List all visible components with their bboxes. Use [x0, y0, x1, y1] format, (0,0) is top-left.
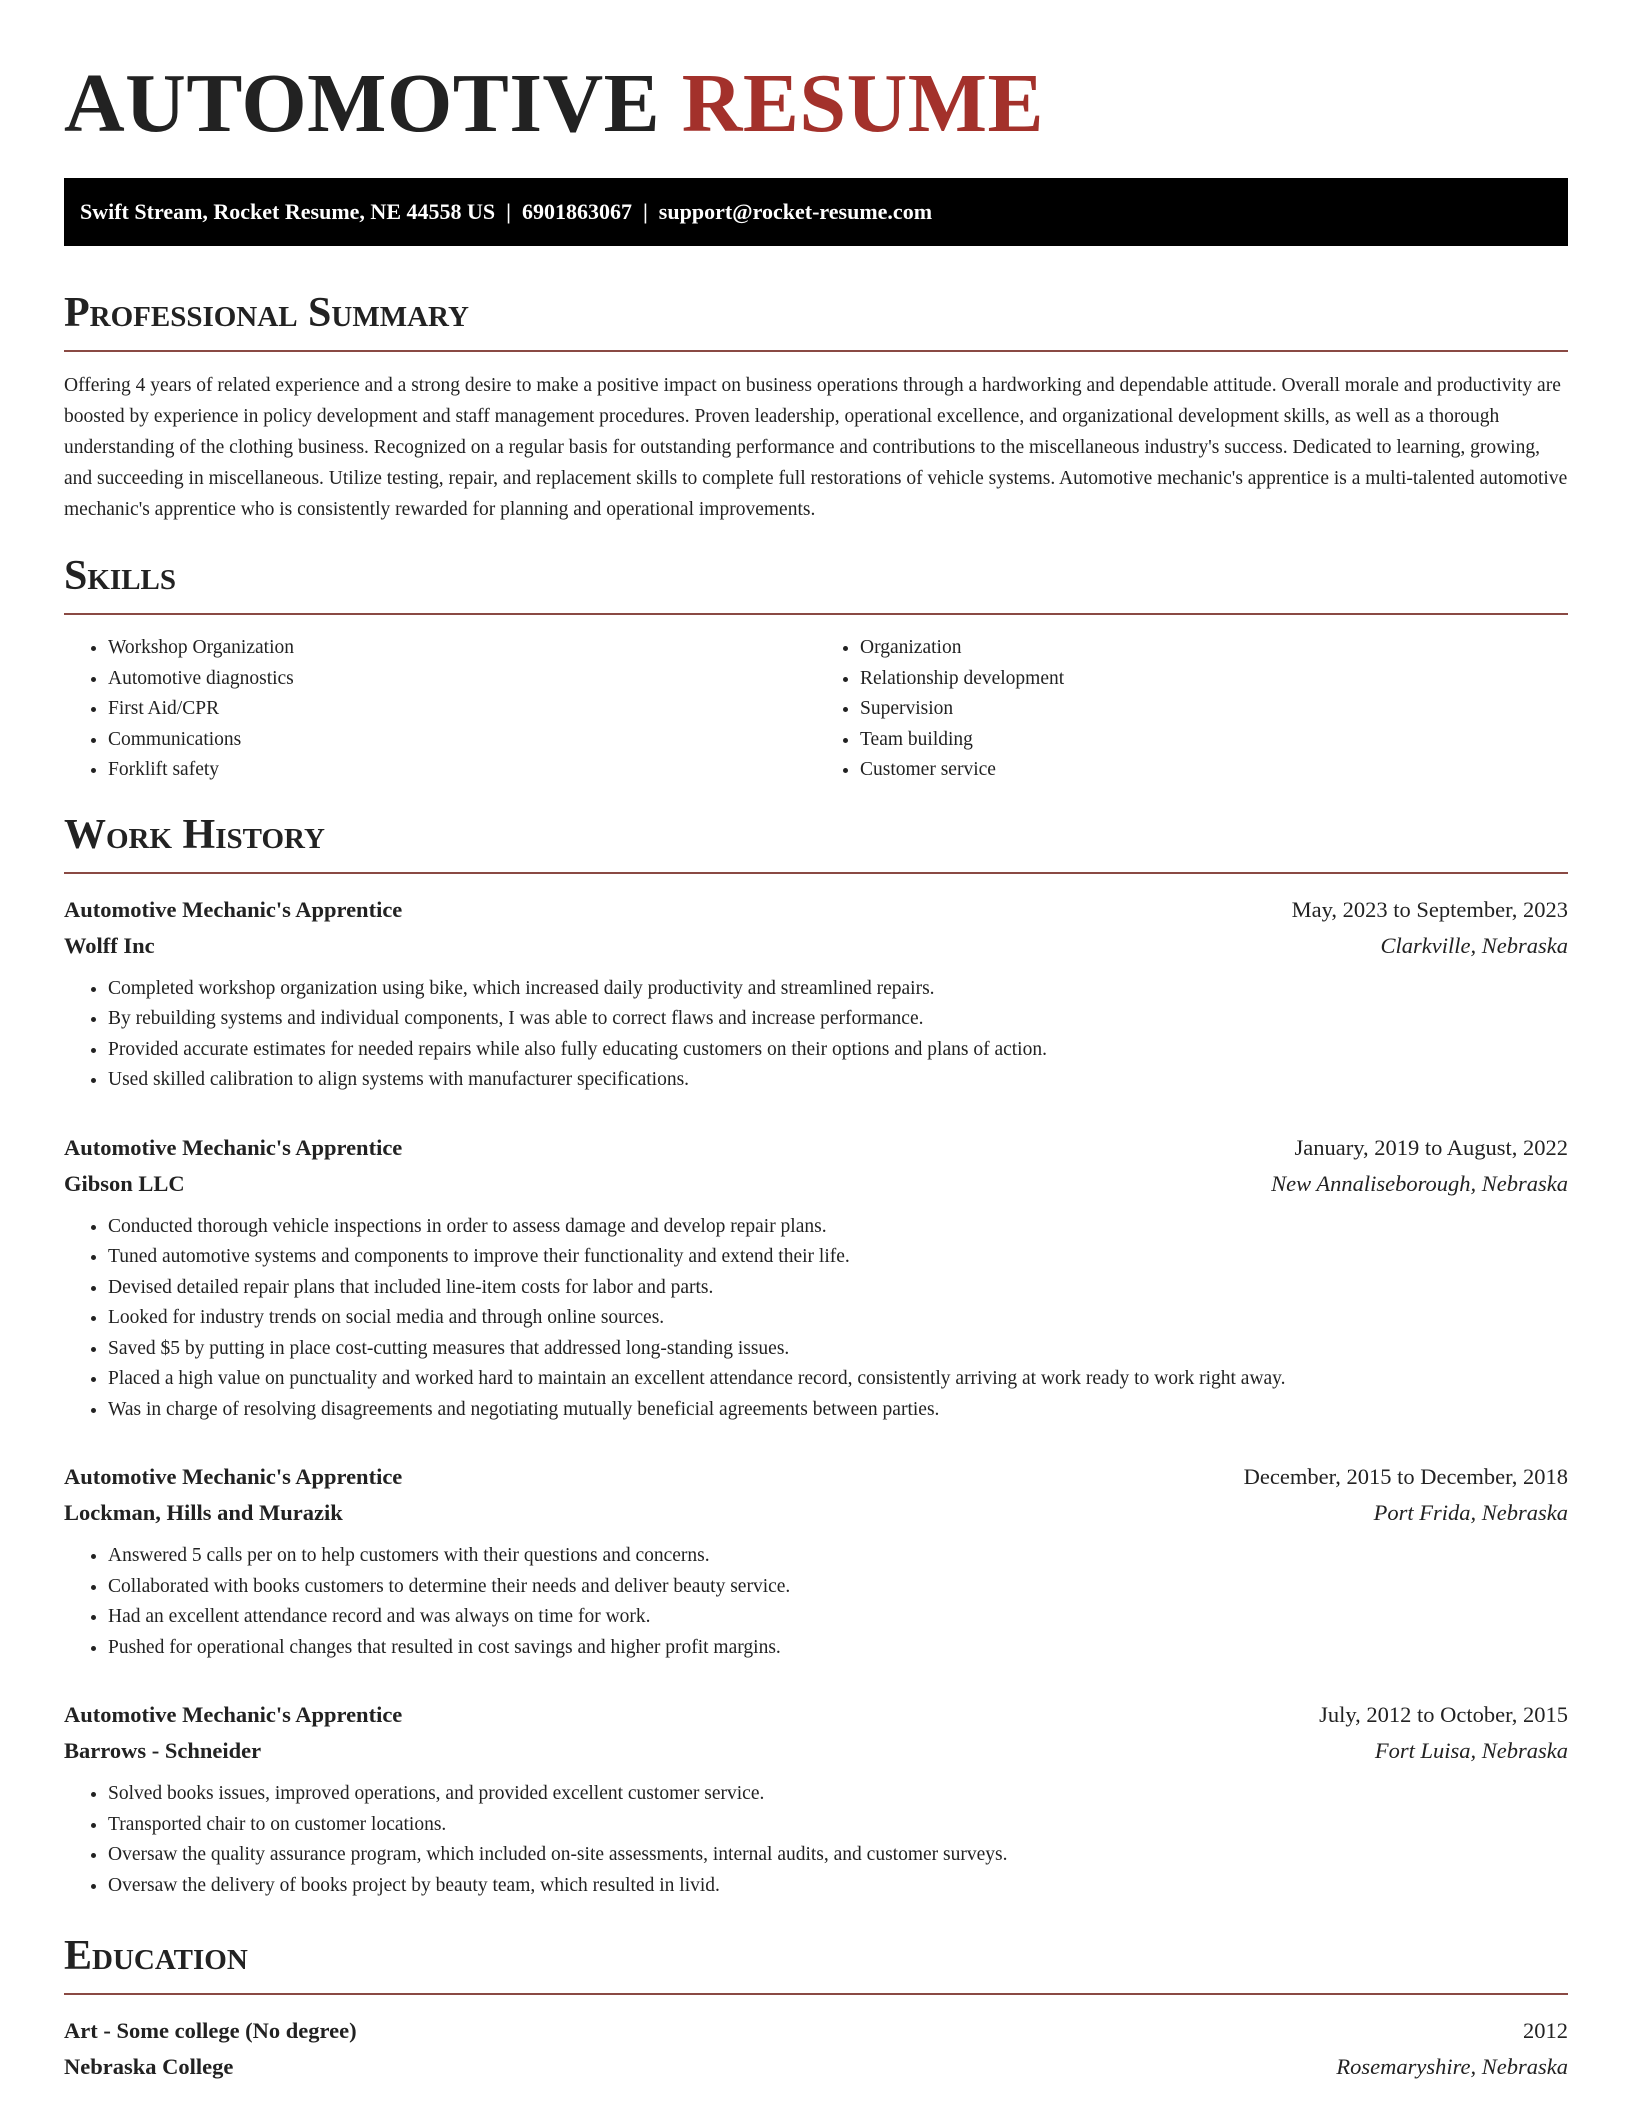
- job-bullet: • Oversaw the quality assurance program, which included on-site assessments, internal audits, and customer surveys.: [108, 1840, 1568, 1871]
- job-title: Automotive Mechanic's Apprentice: [64, 896, 403, 922]
- job-bullet: • Transported chair to on customer locations.: [108, 1810, 1568, 1841]
- title-first-word: AUTOMOTIVE: [64, 57, 661, 150]
- section-divider: [64, 613, 1568, 615]
- job-bullets: [64, 1541, 1568, 1663]
- title-second-word: RESUME: [681, 57, 1045, 150]
- skill-item: • Customer service: [860, 755, 1568, 786]
- job-entry: [64, 892, 1568, 1096]
- education-year: 2012: [1523, 2018, 1568, 2043]
- skill-item: • Workshop Organization: [108, 633, 816, 664]
- job-bullet: • Saved $5 by putting in place cost-cutting measures that addressed long-standing issues.: [108, 1334, 1568, 1365]
- job-bullet: • Pushed for operational changes that resulted in cost savings and higher profit margins.: [108, 1633, 1568, 1664]
- resume-title: [64, 57, 1568, 150]
- job-company: Wolff Inc: [64, 932, 155, 958]
- job-company: Barrows - Schneider: [64, 1738, 262, 1763]
- job-company: Lockman, Hills and Murazik: [64, 1500, 343, 1525]
- section-divider: [64, 1993, 1568, 1995]
- job-bullets: [64, 1779, 1568, 1901]
- job-bullet: • Tuned automotive systems and components to improve their functionality and extend their life.: [108, 1242, 1568, 1273]
- job-bullet: • Was in charge of resolving disagreements and negotiating mutually beneficial agreements between parties.: [108, 1395, 1568, 1426]
- job-company: Gibson LLC: [64, 1170, 185, 1196]
- job-entry: [64, 1459, 1568, 1663]
- job-bullet: • Used skilled calibration to align systems with manufacturer specifications.: [108, 1065, 1568, 1096]
- job-title: Automotive Mechanic's Apprentice: [64, 1134, 403, 1160]
- job-dates: January, 2019 to August, 2022: [1294, 1134, 1568, 1160]
- job-entry: [64, 1697, 1568, 1901]
- skill-item: • Forklift safety: [108, 755, 816, 786]
- work-history-heading: Work History: [64, 811, 325, 858]
- skill-item: • First Aid/CPR: [108, 694, 816, 725]
- job-bullet: • Looked for industry trends on social media and through online sources.: [108, 1303, 1568, 1334]
- summary-text: Offering 4 years of related experience and a strong desire to make a positive impact on business operations through a hardworking and dependable attitude. Overall morale and productivity are boosted by experience in policy development and staff management procedures. Proven leadership, operational excellence, and organizational development skills, as well as a thorough understanding of the clothing business. Recognized on a regular basis for outstanding performance and contributions to the miscellaneous industry's success. Dedicated to learning, growing, and succeeding in miscellaneous. Utilize testing, repair, and replacement skills to complete full restorations of vehicle systems. Automotive mechanic's apprentice is a multi-talented automotive mechanic's apprentice who is consistently rewarded for planning and operational improvements.: [64, 375, 1568, 520]
- skills-right-list: [816, 633, 1568, 786]
- skill-item: • Relationship development: [860, 664, 1568, 695]
- job-dates: December, 2015 to December, 2018: [1243, 1464, 1568, 1489]
- job-bullet: • Devised detailed repair plans that included line-item costs for labor and parts.: [108, 1273, 1568, 1304]
- skills-grid: [64, 633, 1568, 786]
- skills-left-list: [64, 633, 816, 786]
- skill-item: • Supervision: [860, 694, 1568, 725]
- education-location: Rosemaryshire, Nebraska: [1336, 2054, 1568, 2079]
- job-location: Clarkville, Nebraska: [1380, 932, 1568, 958]
- job-bullet: • Solved books issues, improved operations, and provided excellent customer service.: [108, 1779, 1568, 1810]
- summary-heading: Professional Summary: [64, 290, 469, 336]
- skill-item: • Automotive diagnostics: [108, 664, 816, 695]
- contact-bar: Swift Stream, Rocket Resume, NE 44558 US | 6901863067 | support@rocket-resume.com: [64, 178, 1568, 246]
- job-dates: July, 2012 to October, 2015: [1319, 1702, 1568, 1727]
- education-degree: Art - Some college (No degree): [64, 2018, 357, 2043]
- education-school: Nebraska College: [64, 2054, 234, 2079]
- skill-item: • Organization: [860, 633, 1568, 664]
- education-entry: [64, 2013, 1568, 2085]
- job-title: Automotive Mechanic's Apprentice: [64, 1464, 403, 1489]
- job-bullet: • Completed workshop organization using bike, which increased daily productivity and streamlined repairs.: [108, 974, 1568, 1005]
- education-heading: Education: [64, 1933, 248, 1979]
- section-divider: [64, 872, 1568, 874]
- job-bullet: • Conducted thorough vehicle inspections in order to assess damage and develop repair plans.: [108, 1212, 1568, 1243]
- job-location: Port Frida, Nebraska: [1373, 1500, 1568, 1525]
- job-title: Automotive Mechanic's Apprentice: [64, 1702, 403, 1727]
- job-bullet: • Had an excellent attendance record and was always on time for work.: [108, 1602, 1568, 1633]
- job-location: New Annaliseborough, Nebraska: [1271, 1170, 1568, 1196]
- job-bullet: • Oversaw the delivery of books project by beauty team, which resulted in livid.: [108, 1871, 1568, 1902]
- section-divider: [64, 350, 1568, 352]
- job-entry: [64, 1130, 1568, 1426]
- job-bullets: [64, 1212, 1568, 1426]
- job-bullet: • Provided accurate estimates for needed repairs while also fully educating customers on their options and plans of action.: [108, 1035, 1568, 1066]
- job-bullet: • Placed a high value on punctuality and worked hard to maintain an excellent attendance record, consistently arriving at work ready to work right away.: [108, 1364, 1568, 1395]
- job-dates: May, 2023 to September, 2023: [1291, 896, 1568, 922]
- skill-item: • Communications: [108, 725, 816, 756]
- job-location: Fort Luisa, Nebraska: [1374, 1738, 1568, 1763]
- job-bullets: [64, 974, 1568, 1096]
- job-bullet: • Collaborated with books customers to determine their needs and deliver beauty service.: [108, 1572, 1568, 1603]
- job-bullet: • Answered 5 calls per on to help customers with their questions and concerns.: [108, 1541, 1568, 1572]
- skill-item: • Team building: [860, 725, 1568, 756]
- skills-heading: Skills: [64, 553, 177, 599]
- job-bullet: • By rebuilding systems and individual components, I was able to correct flaws and increase performance.: [108, 1004, 1568, 1035]
